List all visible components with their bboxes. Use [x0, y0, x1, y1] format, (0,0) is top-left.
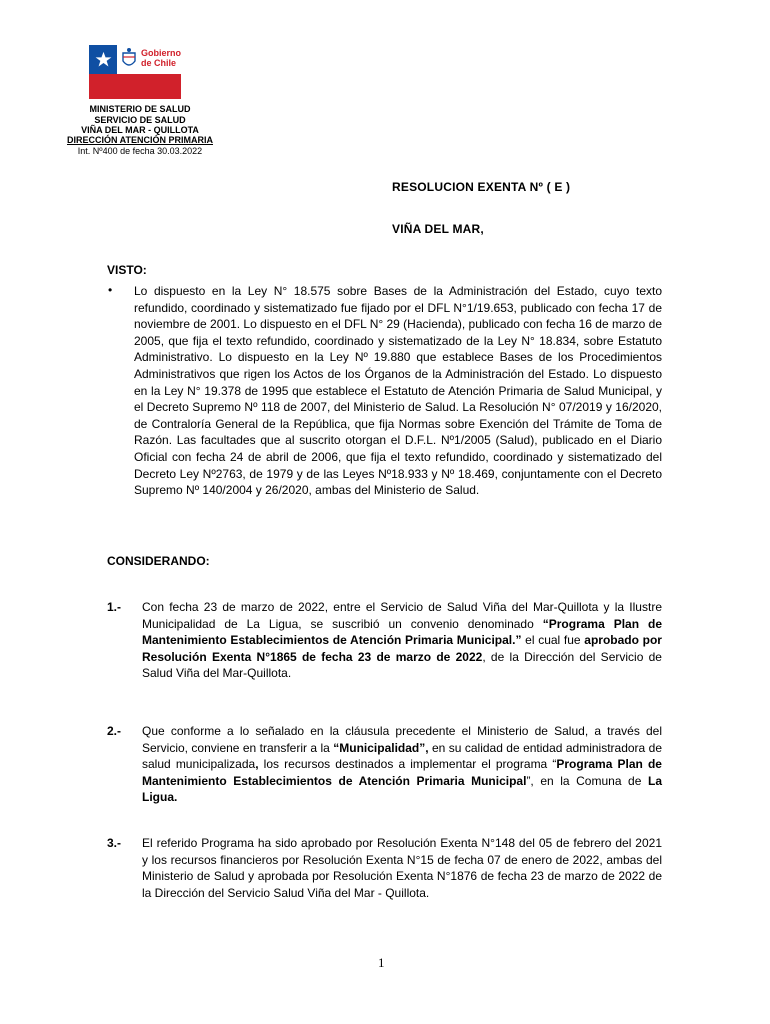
- region-label: VIÑA DEL MAR - QUILLOTA: [81, 125, 199, 135]
- considerando-item-1: [142, 599, 662, 682]
- item-2-text-a: Que conforme a lo señalado en la cláusula precedente el Ministerio de Salud, a través del Servicio, conviene en transferir a la: [142, 724, 662, 755]
- service-label: SERVICIO DE SALUD: [94, 115, 186, 125]
- item-2-program-name: Programa Plan de Mantenimiento Establecimientos de Atención Primaria Municipal: [142, 757, 662, 788]
- item-2-text-c: los recursos destinados a implementar el programa “: [258, 757, 557, 772]
- star-icon: [95, 51, 112, 68]
- item-2-municipality: “Municipalidad”,: [333, 740, 429, 755]
- visto-paragraph: Lo dispuesto en la Ley N° 18.575 sobre Bases de la Administración del Estado, cuyo texto refundido, coordinado y sistematizado fue fijado por el DFL N°1/19.653, publicado con fecha 17 de noviembre de 2001. Lo dispuesto en el DFL N° 29 (Hacienda), publicado con fecha 16 de marzo de 2005, que fija el texto refundido, coordinado y sistematizado de la Ley N° 18.834, sobre Estatuto Administrativo. Lo dispuesto en la Ley Nº 19.880 que establece Bases de los Procedimientos Administrativos que rigen los Actos de los Órganos de la Administración del Estado. Lo dispuesto en la Ley N° 19.378 de 1995 que establece el Estatuto de Atención Primaria de Salud Municipal, y el Decreto Supremo Nº 118 de 2007, del Ministerio de Salud. La Resolución N° 07/2019 y 16/2020, de Contraloría General de la República, que fija Normas sobre Exención del Trámite de Toma de Razón. Las facultades que al suscrito otorgan el D.F.L. Nº1/2005 (Salud), publicado en el Diario Oficial con fecha 24 de abril de 2006, que fija el texto refundido, coordinado y sistematizado del Decreto Ley Nº2763, de 1979 y de las Leyes Nº18.933 y Nº 18.469, conjuntamente con el Decreto Supremo Nº 140/2004 y 26/2020, ambas del Ministerio de Salud.: [134, 284, 663, 498]
- flag-red-band: [89, 74, 181, 99]
- considerando-item-3: El referido Programa ha sido aprobado por Resolución Exenta N°148 del 05 de febrero del 2021 y los recursos financieros por Resolución Exenta N°15 de fecha 07 de enero de 2022, ambas del Ministerio de Salud y aprobada por Resolución Exenta N°1876 de fecha 23 de marzo de 2022 de la Dirección del Servicio Salud Viña del Mar - Quillota.: [142, 836, 662, 900]
- item-number: 3.-: [107, 836, 122, 850]
- coat-of-arms-icon: [119, 47, 139, 73]
- item-1-resolution-ref: aprobado por Resolución Exenta N°1865 de fecha 23 de marzo de 2022: [142, 633, 662, 664]
- internal-reference: Int. Nº400 de fecha 30.03.2022: [77, 146, 203, 156]
- item-1-text-c: , de la Dirección del Servicio de Salud Viña del Mar-Quillota.: [142, 649, 662, 681]
- item-2-commune: La Ligua.: [142, 773, 662, 805]
- page-number: 1: [378, 955, 385, 970]
- considerando-item-2: [142, 723, 662, 806]
- item-number: 1.-: [107, 600, 122, 614]
- logo-line-1: Gobierno: [141, 48, 181, 58]
- item-number: 2.-: [107, 724, 122, 738]
- visto-bullet: •: [108, 283, 113, 297]
- item-1-program-name: “Programa Plan de Mantenimiento Establecimientos de Atención Primaria Municipal.”: [142, 616, 662, 648]
- resolution-title: RESOLUCION EXENTA Nº ( E ): [392, 180, 571, 194]
- item-2-comma: ,: [255, 757, 259, 772]
- direction-label: DIRECCIÓN ATENCIÓN PRIMARIA: [67, 135, 213, 145]
- visto-heading: VISTO:: [107, 263, 147, 277]
- item-1-text-b: el cual fue: [521, 633, 585, 648]
- considerando-heading: CONSIDERANDO:: [107, 554, 210, 568]
- item-2-text-d: ”, en la Comuna de: [526, 773, 648, 788]
- gobierno-de-chile-logo: [89, 45, 181, 99]
- item-1-text-a: Con fecha 23 de marzo de 2022, entre el Servicio de Salud Viña del Mar-Quillota y la Ilustre Municipalidad de La Ligua, se suscribió un convenio denominado: [142, 600, 662, 631]
- resolution-place: VIÑA DEL MAR,: [392, 222, 484, 236]
- ministry-label: MINISTERIO DE SALUD: [89, 104, 191, 114]
- item-2-text-b: en su calidad de entidad administradora de salud municipalizada: [142, 740, 662, 772]
- logo-line-2: de Chile: [141, 58, 177, 68]
